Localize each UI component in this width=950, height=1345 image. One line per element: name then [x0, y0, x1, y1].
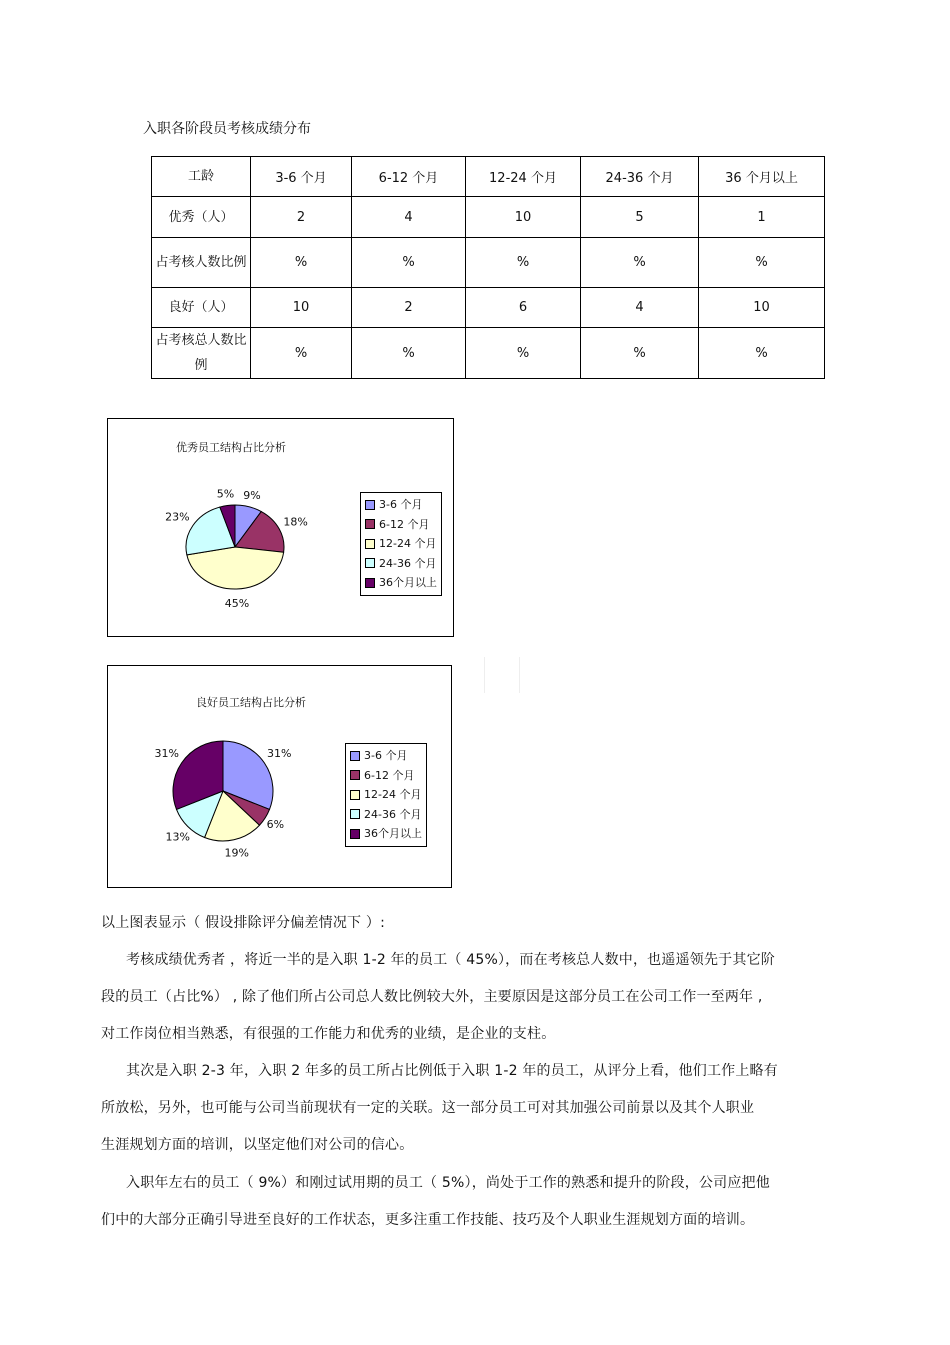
slice-data-label: 31%	[154, 746, 179, 760]
legend-swatch	[365, 519, 375, 529]
table-cell: %	[352, 238, 466, 288]
legend-swatch	[365, 539, 375, 549]
legend-swatch	[365, 558, 375, 568]
table-header-row	[152, 157, 825, 197]
slice-data-label: 45%	[224, 596, 250, 610]
table-cell: %	[466, 328, 581, 379]
good-pie-chart	[107, 665, 452, 888]
header-cell: 24-36 个月	[581, 157, 699, 197]
legend-swatch	[350, 770, 360, 780]
legend-label: 6-12 个月	[364, 768, 415, 782]
slice-data-label: 13%	[165, 830, 190, 844]
table-cell: %	[581, 328, 699, 379]
table-row	[152, 238, 825, 288]
table-cell: %	[581, 238, 699, 288]
legend-item	[365, 534, 437, 554]
paragraph-line: 们中的大部分正确引导进至良好的工作状态，更多注重工作技能、技巧及个人职业生涯规划方面的培训。	[101, 1212, 755, 1228]
table-cell: %	[352, 328, 466, 379]
header-cell: 36 个月以上	[699, 157, 825, 197]
row-label: 占考核人数比例	[152, 238, 251, 288]
table-cell: %	[699, 328, 825, 379]
legend-swatch	[365, 578, 375, 588]
row-label: 优秀（人）	[152, 197, 251, 238]
legend-label: 3-6 个月	[364, 749, 408, 762]
table-cell: 1	[699, 197, 825, 238]
legend-item	[350, 785, 422, 805]
slice-data-label: 23%	[165, 510, 190, 524]
legend-item	[365, 515, 437, 535]
header-cell: 工龄	[152, 157, 251, 197]
legend-item	[350, 805, 422, 825]
legend-swatch	[350, 809, 360, 819]
slice-data-label: 19%	[224, 846, 249, 860]
table-cell: 4	[352, 197, 466, 238]
slice-data-label: 9%	[243, 489, 261, 503]
table-row	[152, 328, 825, 379]
chart-legend	[345, 743, 427, 847]
legend-item	[350, 746, 422, 766]
legend-item	[365, 495, 437, 515]
paragraph-line: 生涯规划方面的培训，以坚定他们对公司的信心。	[101, 1137, 414, 1153]
slice-data-label: 5%	[216, 487, 235, 501]
row-label: 良好（人）	[152, 288, 251, 328]
paragraph-line: 所放松，另外，也可能与公司当前现状有一定的关联。这一部分员工可对其加强公司前景以及其个人职业	[101, 1100, 755, 1116]
table-cell: %	[466, 238, 581, 288]
legend-label: 36个月以上	[364, 827, 422, 840]
table-row	[152, 288, 825, 328]
legend-item	[350, 824, 422, 844]
summary-intro: 以上图表显示（ 假设排除评分偏差情况下 ）:	[101, 915, 386, 931]
table-cell: %	[251, 238, 352, 288]
table-cell: 10	[251, 288, 352, 328]
legend-item	[365, 554, 437, 574]
table-cell: 4	[581, 288, 699, 328]
paragraph-line: 考核成绩优秀者 ，将近一半的是入职 1-2 年的员工（ 45%），而在考核总人数中，也遥遥领先于其它阶	[126, 952, 775, 968]
slice-data-label: 6%	[266, 818, 285, 832]
row-label: 占考核总人数比例	[152, 328, 251, 379]
legend-label: 12-24 个月	[364, 788, 422, 801]
header-cell: 12-24 个月	[466, 157, 581, 197]
table-row	[152, 197, 825, 238]
performance-table	[151, 156, 825, 379]
chart-title: 优秀员工结构占比分析	[176, 441, 286, 454]
slice-data-label: 31%	[267, 746, 292, 760]
legend-label: 3-6 个月	[379, 498, 423, 511]
chart-legend	[360, 492, 442, 596]
table-cell: 5	[581, 197, 699, 238]
legend-swatch	[350, 790, 360, 800]
legend-label: 12-24 个月	[379, 537, 437, 550]
divider	[519, 657, 520, 693]
table-cell: 10	[466, 197, 581, 238]
chart-title: 良好员工结构占比分析	[196, 696, 306, 709]
table-title: 入职各阶段员考核成绩分布	[143, 121, 311, 137]
legend-item	[350, 766, 422, 786]
legend-swatch	[350, 829, 360, 839]
table-cell: 2	[251, 197, 352, 238]
header-cell: 3-6 个月	[251, 157, 352, 197]
paragraph-line: 段的员工（占比%） , 除了他们所占公司总人数比例较大外，主要原因是这部分员工在公司工作一至两年 ,	[101, 989, 763, 1005]
paragraph-line: 对工作岗位相当熟悉，有很强的工作能力和优秀的业绩，是企业的支柱。	[101, 1026, 556, 1042]
pie-slice	[187, 547, 284, 589]
table-cell: 2	[352, 288, 466, 328]
table-cell: 10	[699, 288, 825, 328]
table-cell: 6	[466, 288, 581, 328]
legend-label: 36个月以上	[379, 576, 437, 589]
paragraph-line: 入职年左右的员工（ 9%）和刚过试用期的员工（ 5%），尚处于工作的熟悉和提升的阶段，公司应把他	[126, 1175, 770, 1191]
legend-swatch	[350, 751, 360, 761]
table-cell: %	[699, 238, 825, 288]
paragraph-line: 其次是入职 2-3 年，入职 2 年多的员工所占比例低于入职 1-2 年的员工，从评分上看，他们工作上略有	[126, 1063, 778, 1079]
legend-item	[365, 573, 437, 593]
slice-data-label: 18%	[283, 515, 308, 529]
legend-label: 24-36 个月	[364, 807, 422, 821]
header-cell: 6-12 个月	[352, 157, 466, 197]
legend-label: 6-12 个月	[379, 517, 430, 531]
table-cell: %	[251, 328, 352, 379]
legend-swatch	[365, 500, 375, 510]
divider	[484, 657, 485, 693]
legend-label: 24-36 个月	[379, 556, 437, 570]
excellent-pie-chart	[107, 418, 454, 637]
